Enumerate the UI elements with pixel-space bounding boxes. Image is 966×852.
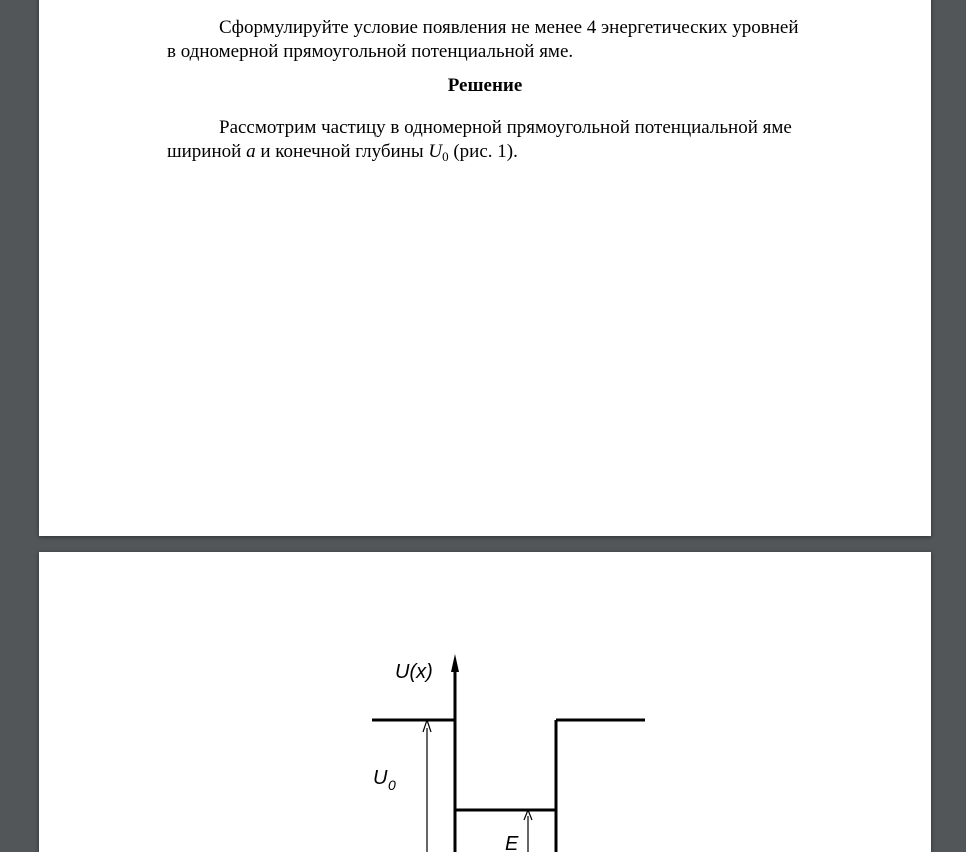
problem-line-1: Сформулируйте условие появления не менее 4 энергетических уровней (219, 17, 799, 38)
problem-statement (167, 16, 867, 64)
y-axis-label: U(x) (395, 661, 433, 683)
variable-u0 (428, 141, 448, 162)
problem-line-2: в одномерной прямоугольной потенциальной яме. (167, 41, 574, 62)
variable-a: a (246, 141, 256, 162)
potential-well-figure (39, 552, 931, 852)
y-axis-arrow-icon (451, 654, 459, 672)
solution-line-2-part-1: шириной (167, 141, 247, 162)
solution-heading: Решение (447, 75, 523, 96)
depth-label: U (373, 767, 388, 789)
variable-u-subscript: 0 (442, 149, 449, 164)
document-page-1 (39, 0, 931, 536)
solution-line-1: Рассмотрим частицу в одномерной прямоугольной потенциальной яме (219, 117, 792, 138)
energy-label: E (505, 833, 519, 852)
solution-line-2-part-2: и конечной глубины (255, 141, 429, 162)
document-page-2 (39, 552, 931, 852)
depth-label-subscript: 0 (388, 777, 396, 793)
solution-paragraph (167, 116, 867, 164)
variable-u: U (428, 141, 443, 162)
solution-line-2-part-3: (рис. 1). (448, 141, 518, 162)
